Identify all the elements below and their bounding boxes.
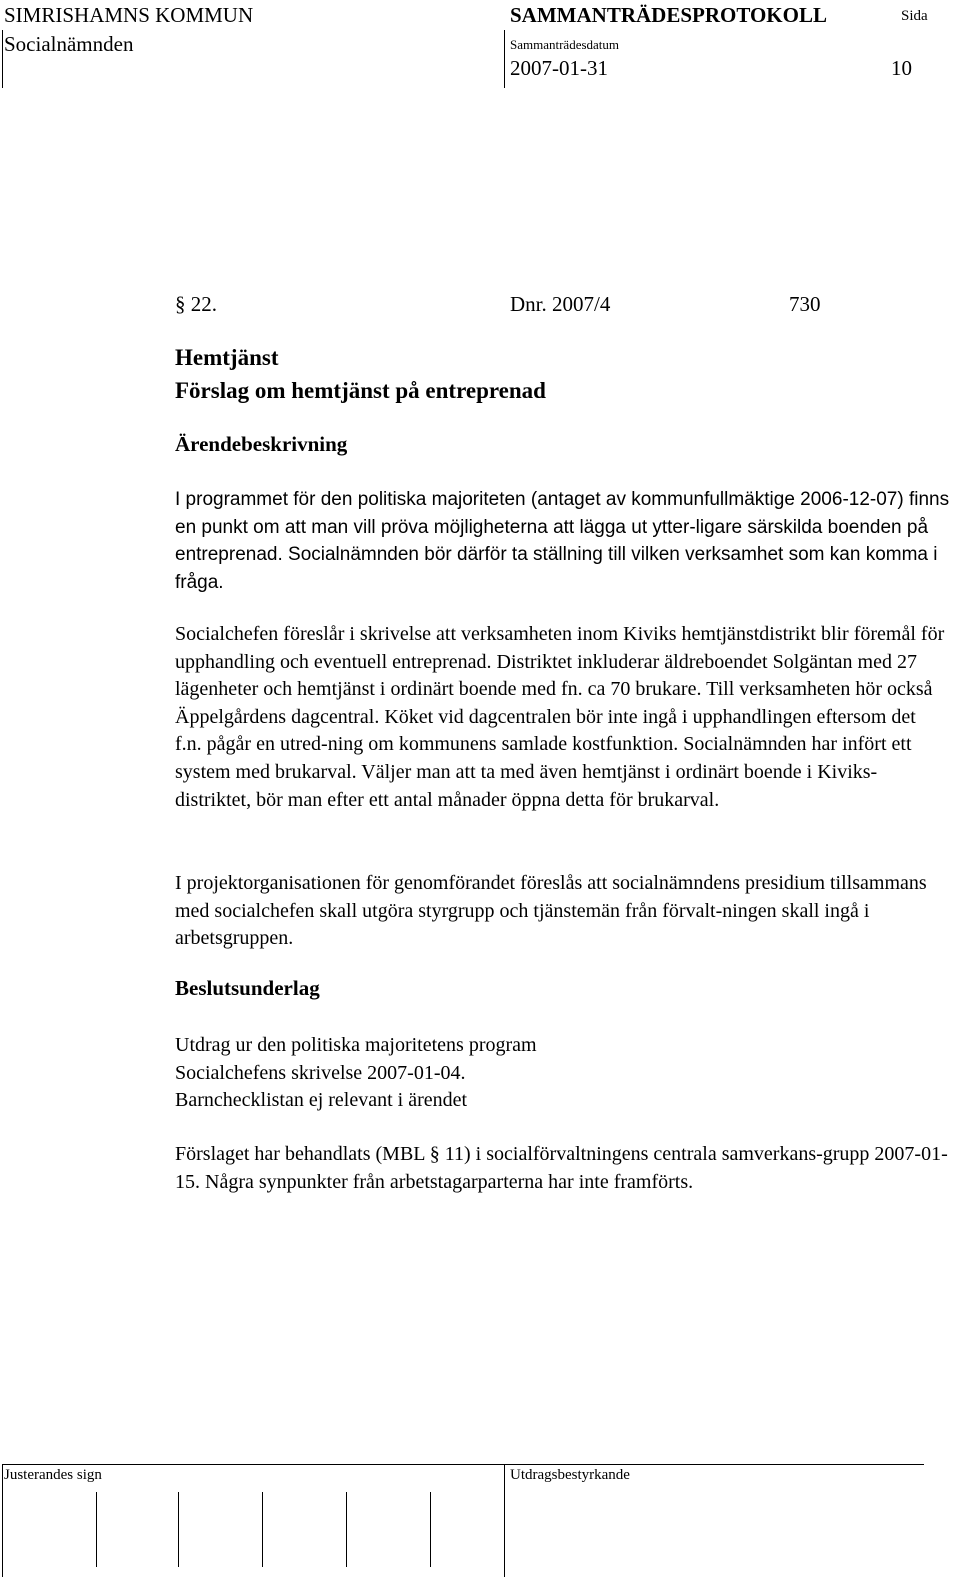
case-code: 730 — [789, 292, 821, 316]
paragraph-3-text: I projektorganisationen för genomförandet föreslås att socialnämndens presidium tillsammans med socialchefen skall utgöra styrgrupp och tjänstemän från förvalt-ningen skall ingå i arbetsgruppen. — [175, 872, 927, 950]
department-name: Socialnämnden — [4, 32, 134, 56]
document-title: SAMMANTRÄDESPROTOKOLL — [510, 3, 827, 27]
signature-box-line — [96, 1492, 97, 1567]
footer-divider-mid — [504, 1464, 505, 1577]
signature-box-line — [346, 1492, 347, 1567]
basis-item: Utdrag ur den politiska majoritetens program — [175, 1034, 537, 1056]
paragraph-1-text: I programmet för den politiska majoriteten (antaget av kommunfullmäktige 2006-12-07) finns en punkt om att man vill pröva möjligheterna att lägga ut ytter-ligare särskilda boenden på entreprenad. Socialnämnden bör därför ta ställning till vilken verksamhet som kan komma i fråga. — [175, 489, 950, 593]
signature-box-line — [262, 1492, 263, 1567]
section-heading-description: Ärendebeskrivning — [175, 432, 348, 456]
paragraph-3 — [175, 870, 950, 953]
case-title: Hemtjänst — [175, 345, 279, 370]
utdragsbestyrkande-label: Utdragsbestyrkande — [510, 1467, 630, 1483]
header-divider-mid — [504, 30, 505, 88]
basis-list — [175, 1032, 960, 1115]
signature-box-line — [430, 1492, 431, 1567]
signature-box-line — [178, 1492, 179, 1567]
meeting-date-label: Sammanträdesdatum — [510, 37, 620, 52]
justerandes-sign-label: Justerandes sign — [4, 1467, 102, 1483]
header-divider-left — [2, 30, 3, 88]
section-heading-basis: Beslutsunderlag — [175, 976, 320, 1000]
basis-item: Socialchefens skrivelse 2007-01-04. — [175, 1061, 466, 1084]
diary-number: Dnr. 2007/4 — [510, 292, 611, 316]
footer-divider-left — [2, 1464, 3, 1577]
page-label: Sida — [901, 8, 928, 24]
footer-rule — [2, 1464, 924, 1465]
basis-item: Barnchecklistan ej relevant i ärendet — [175, 1089, 468, 1112]
meeting-date: 2007-01-31 — [510, 56, 608, 80]
paragraph-number: § 22. — [175, 292, 217, 316]
case-subtitle: Förslag om hemtjänst på entreprenad — [175, 378, 546, 403]
paragraph-2-text: Socialchefen föreslår i skrivelse att verksamheten inom Kiviks hemtjänstdistrikt blir föremål för upphandling och eventuell entreprenad. Distriktet inkluderar äldreboendet Solgäntan med 27 lägenheter och hemtjänst i ordinärt boende med fn. ca 70 brukare. Till verksamheten hör också Äppelgårdens dagcentral. Köket vid dagcentralen bör inte ingå i upphandlingen eftersom det f.n. pågår en utred-ning om kommunens samlade kostfunktion. Socialnämnden har infört ett system med brukarval. Väljer man att ta med även hemtjänst i ordinärt boende i Kiviks-distriktet, bör man efter ett antal månader öppna detta för brukarval. — [175, 623, 945, 811]
paragraph-1 — [175, 486, 960, 596]
page-number: 10 — [891, 56, 912, 80]
org-name: SIMRISHAMNS KOMMUN — [4, 3, 254, 27]
paragraph-4-text: Förslaget har behandlats (MBL § 11) i socialförvaltningens centrala samverkans-grupp 2007-01-15. Några synpunkter från arbetstagarparterna har inte framförts. — [175, 1143, 948, 1193]
paragraph-4 — [175, 1141, 950, 1196]
paragraph-2 — [175, 621, 945, 814]
